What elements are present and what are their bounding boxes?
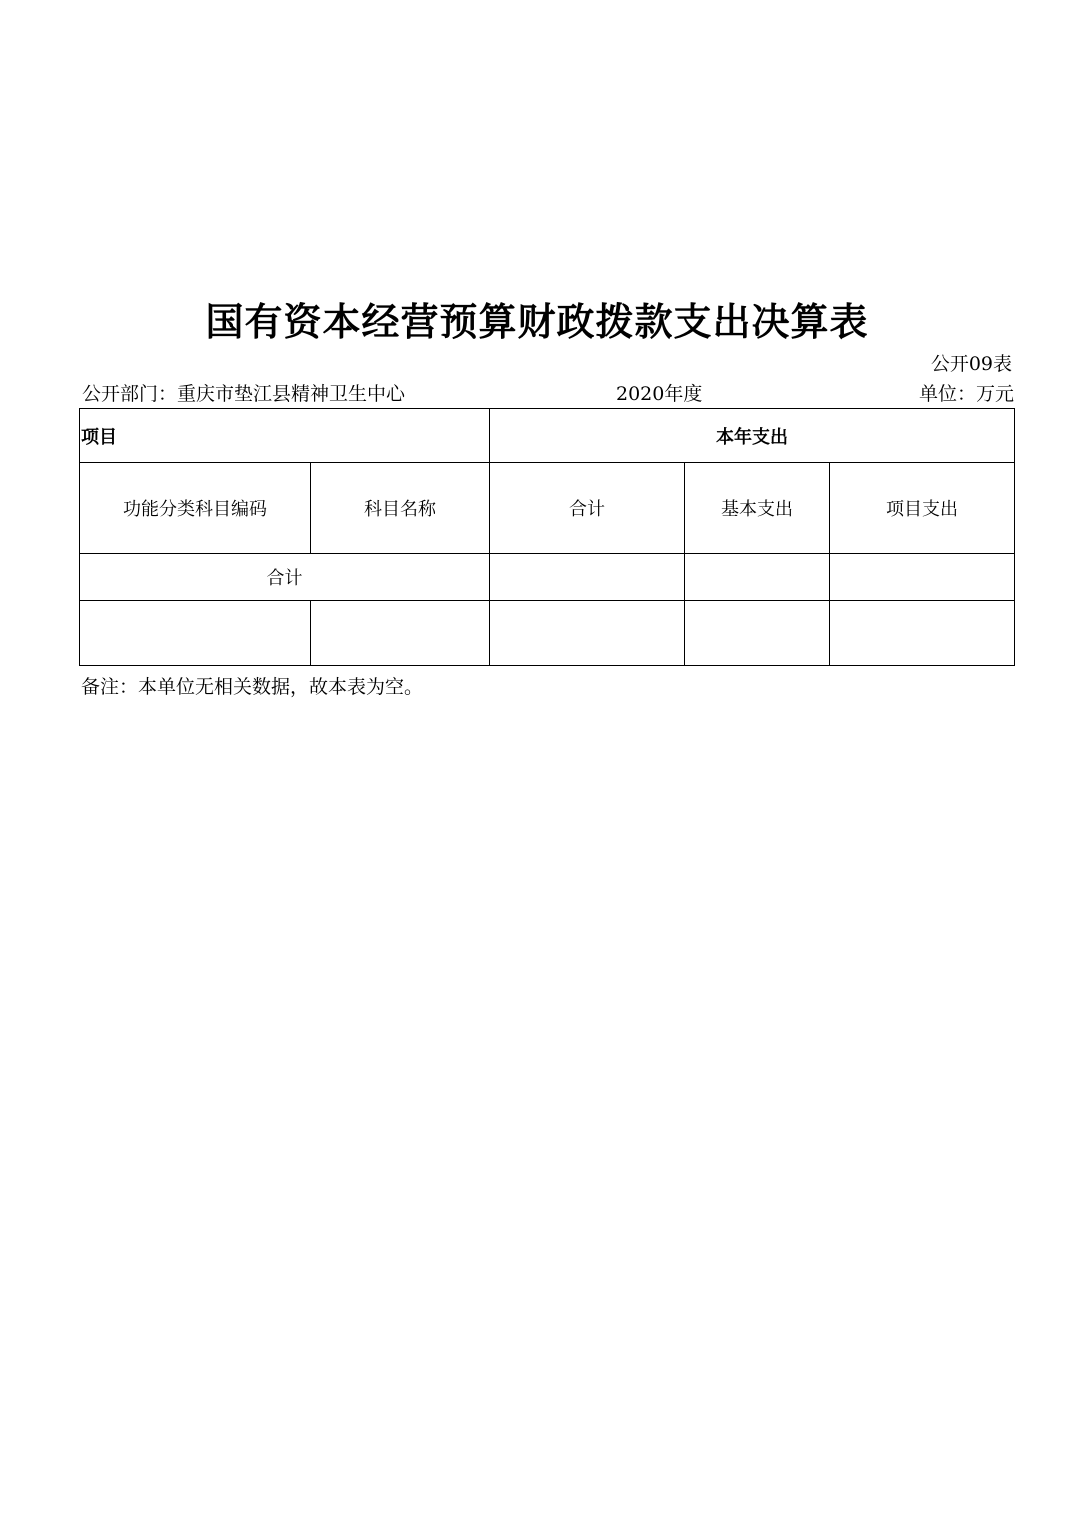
table-total-row <box>80 554 1015 601</box>
header-item-group: 项目 <box>80 409 490 463</box>
total-row-basic <box>685 554 830 601</box>
row-function-code <box>80 601 311 666</box>
column-header-project-expenditure: 项目支出 <box>830 463 1015 554</box>
header-current-year-expenditure: 本年支出 <box>490 409 1015 463</box>
document-meta-row <box>80 381 1014 407</box>
row-subject-name <box>311 601 490 666</box>
table-note: 备注：本单位无相关数据，故本表为空。 <box>81 676 424 698</box>
fiscal-year: 2020年度 <box>616 383 703 405</box>
document-title: 国有资本经营预算财政拨款支出决算表 <box>205 300 869 344</box>
table-group-header-row <box>80 409 1015 463</box>
column-header-total: 合计 <box>490 463 685 554</box>
currency-unit: 单位：万元 <box>918 383 1014 405</box>
column-header-basic-expenditure: 基本支出 <box>685 463 830 554</box>
row-project <box>830 601 1015 666</box>
column-header-function-code: 功能分类科目编码 <box>80 463 311 554</box>
total-row-total <box>490 554 685 601</box>
total-row-label: 合计 <box>80 554 490 601</box>
row-total <box>490 601 685 666</box>
expenditure-table <box>79 408 1015 666</box>
column-header-subject-name: 科目名称 <box>311 463 490 554</box>
department-label: 公开部门：重庆市垫江县精神卫生中心 <box>82 383 406 405</box>
row-basic <box>685 601 830 666</box>
form-number: 公开09表 <box>930 353 1012 375</box>
total-row-project <box>830 554 1015 601</box>
table-row <box>80 601 1015 666</box>
table-column-header-row <box>80 463 1015 554</box>
